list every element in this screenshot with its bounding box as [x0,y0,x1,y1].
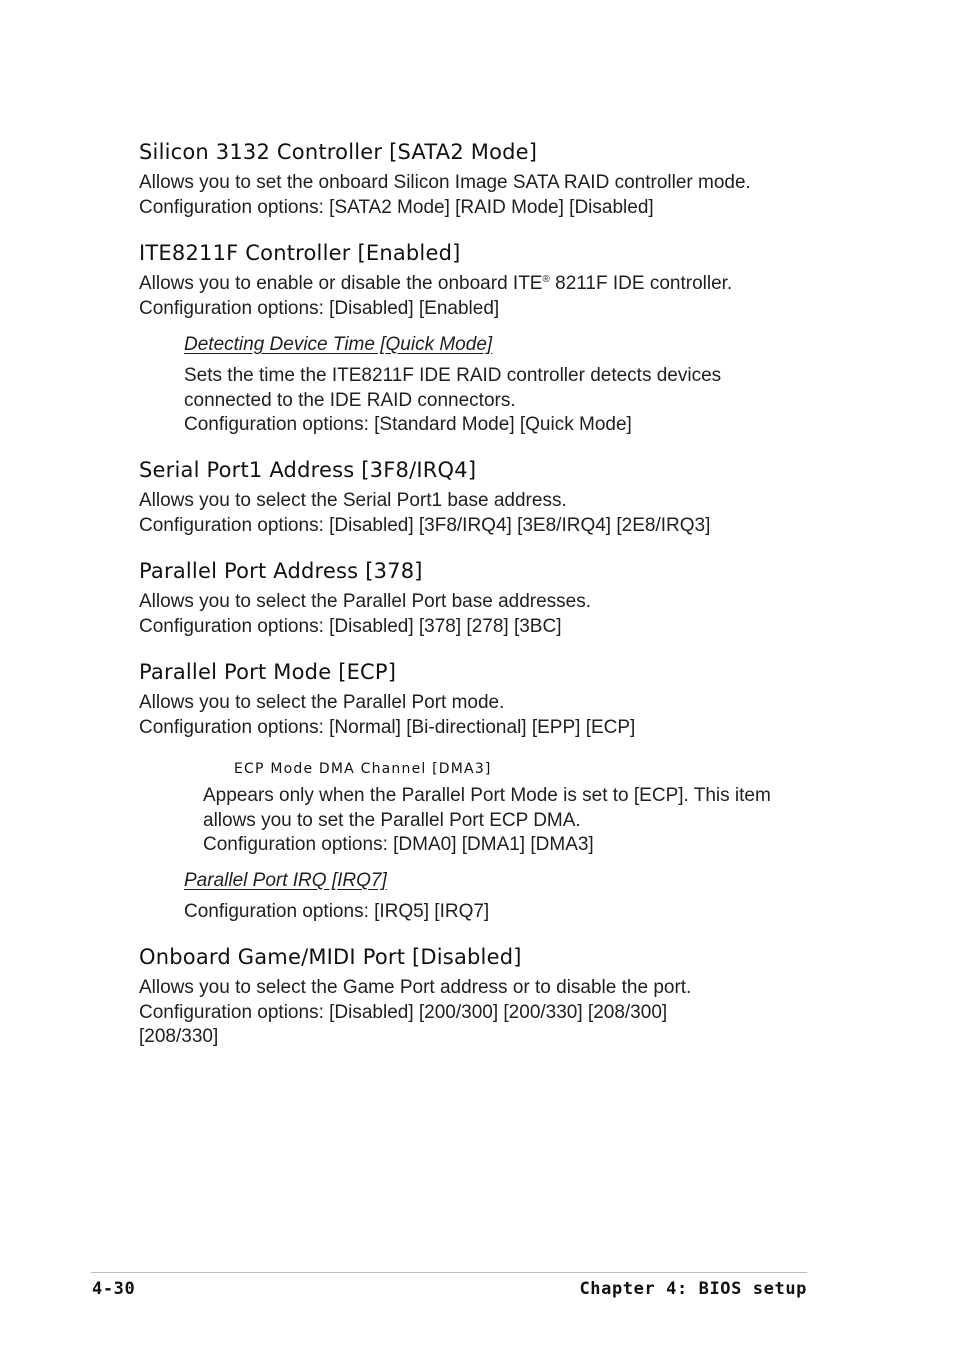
section-body-parallel-port-address [139,590,591,639]
config-options-line: Configuration options: [IRQ5] [IRQ7] [184,901,490,922]
section-body-serial-port1 [139,489,710,538]
description-line: Sets the time the ITE8211F IDE RAID controller detects devices [184,365,722,386]
subsection-heading-ecp-mode-dma-channel: ECP Mode DMA Channel [DMA3] [234,761,492,777]
config-options-line: Configuration options: [SATA2 Mode] [RAID Mode] [Disabled] [139,196,654,218]
section-heading-serial-port1: Serial Port1 Address [3F8/IRQ4] [139,458,477,482]
subsection-heading-detecting-device-time: Detecting Device Time [Quick Mode] [184,334,493,355]
subsection-body-ecp-mode-dma-channel [203,784,771,858]
description-line: Allows you to set the onboard Silicon Image SATA RAID controller mode. [139,172,751,193]
section-body-ite8211f [139,272,732,321]
config-options-line: Configuration options: [Disabled] [378] [278] [3BC] [139,615,562,637]
subsection-heading-parallel-port-irq: Parallel Port IRQ [IRQ7] [184,870,387,891]
config-options-line: Configuration options: [Disabled] [Enabled] [139,297,500,319]
description-line: Allows you to select the Serial Port1 base address. [139,490,567,511]
registered-mark: ® [542,274,550,285]
config-options-line: Configuration options: [Normal] [Bi-directional] [EPP] [ECP] [139,716,636,738]
description-line: allows you to set the Parallel Port ECP DMA. [203,809,581,831]
config-options-line-cont: [208/330] [139,1026,219,1047]
description-text: Allows you to enable or disable the onboard ITE [139,273,543,294]
description-line: Appears only when the Parallel Port Mode is set to [ECP]. This item [203,785,771,806]
description-line: Allows you to select the Parallel Port base addresses. [139,591,592,612]
section-body-silicon-3132 [139,171,751,220]
config-options-line: Configuration options: [DMA0] [DMA1] [DMA3] [203,834,594,855]
description-line: connected to the IDE RAID connectors. [184,389,516,411]
section-heading-onboard-game-midi-port: Onboard Game/MIDI Port [Disabled] [139,945,522,969]
footer-divider [91,1272,807,1273]
section-heading-parallel-port-mode: Parallel Port Mode [ECP] [139,660,397,684]
description-line: Allows you to select the Game Port address or to disable the port. [139,977,692,998]
config-options-line: Configuration options: [Standard Mode] [Quick Mode] [184,414,632,435]
config-options-line: Configuration options: [Disabled] [3F8/IRQ4] [3E8/IRQ4] [2E8/IRQ3] [139,514,711,536]
chapter-title: Chapter 4: BIOS setup [579,1279,807,1299]
description-text-cont: 8211F IDE controller. [549,273,733,294]
section-body-onboard-game-midi-port [139,976,691,1050]
description-line [139,272,732,297]
description-line: Allows you to select the Parallel Port mode. [139,692,505,713]
section-heading-ite8211f: ITE8211F Controller [Enabled] [139,241,461,265]
config-options-line: Configuration options: [Disabled] [200/300] [200/330] [208/300] [139,1001,668,1023]
page-number: 4-30 [92,1279,136,1299]
section-heading-silicon-3132: Silicon 3132 Controller [SATA2 Mode] [139,140,538,164]
subsection-body-parallel-port-irq [184,900,489,925]
subsection-body-detecting-device-time [184,364,721,438]
section-body-parallel-port-mode [139,691,635,740]
section-heading-parallel-port-address: Parallel Port Address [378] [139,559,423,583]
